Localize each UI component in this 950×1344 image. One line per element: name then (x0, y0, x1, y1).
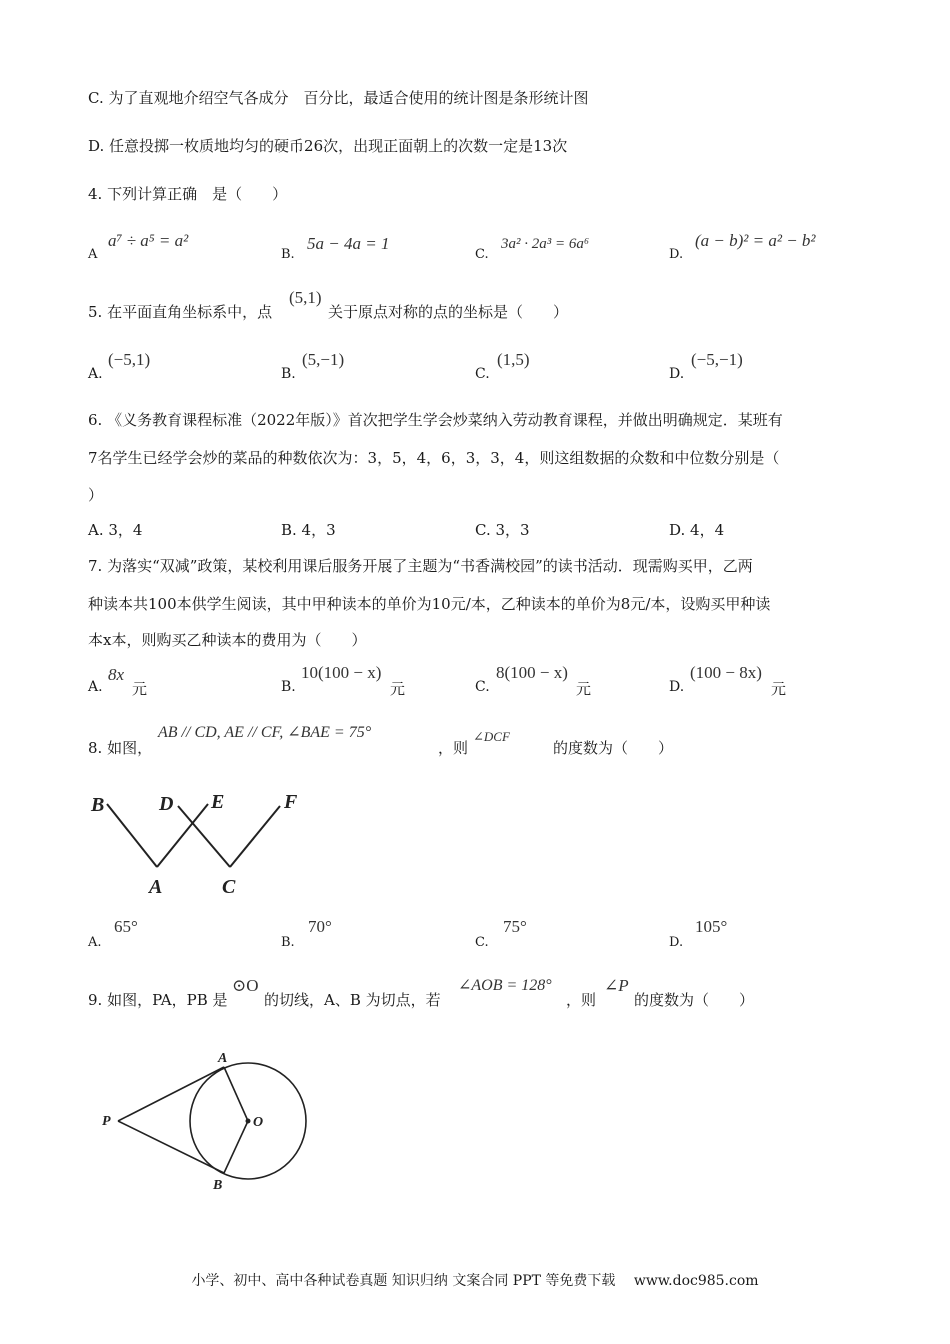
q7-option-b-unit: 元 (390, 680, 406, 698)
page-footer: 小学、初中、高中各种试卷真题 知识归纳 文案合同 PPT 等免费下载 www.doc985.com (191, 1273, 759, 1289)
q6-stem-line-2: 7名学生已经学会炒的菜品的种数依次为：3，5，4，6，3，3，4，则这组数据的众数和中位数分别是（ (88, 449, 780, 467)
q4-option-d-expr: (a − b)² = a² − b² (695, 231, 816, 250)
q9-stem-then: ，则 (566, 991, 597, 1009)
q8-option-c-label: C. (475, 935, 489, 950)
q5-point: (5,1) (289, 288, 322, 307)
q6-option-d: D. 4，4 (669, 521, 725, 539)
q7-option-d-unit: 元 (771, 680, 787, 698)
q8-figure (85, 790, 315, 900)
q8-angle: ∠DCF (473, 729, 510, 744)
q9-angle: ∠P (604, 976, 629, 995)
q8-stem-start: 8. 如图， (88, 739, 153, 757)
q5-option-c-label: C. (475, 366, 490, 382)
radius-oa (224, 1067, 248, 1121)
q3-option-d: D. 任意投掷一枚质地均匀的硬币26次，出现正面朝上的次数一定是13次 (88, 137, 568, 155)
segment-cf (230, 806, 280, 867)
q7-option-c-unit: 元 (576, 680, 592, 698)
q4-option-d-label: D. (669, 247, 684, 262)
q8-option-d-expr: 105° (695, 917, 728, 936)
q6-stem-line-1: 6. 《义务教育课程标准（2022年版）》首次把学生学会炒菜纳入劳动教育课程，并做出明确规定．某班有 (88, 411, 783, 429)
q4-option-a-expr: a⁷ ÷ a⁵ = a² (108, 231, 189, 250)
label-f: F (284, 791, 298, 813)
q9-circle-symbol: ⊙O (232, 976, 259, 995)
center-point (246, 1119, 251, 1124)
label-c: C (222, 876, 236, 898)
q7-option-a-label: A. (88, 679, 103, 695)
q5-option-c-expr: (1,5) (497, 350, 530, 369)
q8-option-a-label: A. (88, 935, 102, 950)
label-b: B (91, 794, 105, 816)
label-a: A (218, 1051, 228, 1066)
q6-option-a: A. 3，4 (88, 521, 143, 539)
q5-option-b-label: B. (281, 366, 296, 382)
tangent-pb (118, 1121, 224, 1173)
q7-option-d-expr: (100 − 8x) (690, 663, 762, 682)
label-o: O (253, 1115, 264, 1130)
q8-option-c-expr: 75° (503, 917, 527, 936)
radius-ob (224, 1121, 248, 1173)
q7-option-b-label: B. (281, 679, 296, 695)
q7-option-c-label: C. (475, 679, 490, 695)
q9-stem-start: 9. 如图，PA，PB 是 (88, 991, 228, 1009)
label-a: A (149, 876, 163, 898)
q9-condition: ∠AOB = 128° (458, 977, 552, 994)
q5-option-b-expr: (5,−1) (302, 350, 345, 369)
q8-condition: AB // CD, AE // CF, ∠BAE = 75° (158, 724, 372, 741)
q9-figure (98, 1045, 338, 1195)
q7-stem-line-1: 7. 为落实“双减”政策，某校利用课后服务开展了主题为“书香满校园”的读书活动．现需购买甲，乙两 (88, 557, 753, 575)
q9-stem-end: 的度数为（ ） (634, 991, 755, 1009)
label-p: P (102, 1114, 111, 1129)
q4-option-a-label: A (88, 247, 98, 262)
q3-option-c: C. 为了直观地介绍空气各成分 百分比，最适合使用的统计图是条形统计图 (88, 89, 589, 107)
q7-option-d-label: D. (669, 679, 685, 695)
q4-option-b-label: B. (281, 247, 295, 262)
segment-dc (178, 806, 230, 867)
q5-stem-start: 5. 在平面直角坐标系中，点 (88, 303, 273, 321)
q6-stem-line-3: ） (88, 486, 104, 504)
q8-option-d-label: D. (669, 935, 684, 950)
tangent-pa (118, 1067, 224, 1121)
q6-option-b: B. 4，3 (281, 521, 336, 539)
q8-option-b-expr: 70° (308, 917, 332, 936)
q5-option-d-expr: (−5,−1) (691, 350, 743, 369)
q8-stem-end: 的度数为（ ） (553, 739, 674, 757)
q8-option-a-expr: 65° (114, 917, 138, 936)
q5-option-a-label: A. (88, 366, 103, 382)
q7-option-b-expr: 10(100 − x) (301, 663, 382, 682)
q6-option-c: C. 3，3 (475, 521, 530, 539)
q5-stem-end: 关于原点对称的点的坐标是（ ） (328, 303, 569, 321)
q7-option-c-expr: 8(100 − x) (496, 663, 568, 682)
q4-option-c-label: C. (475, 247, 489, 262)
q5-option-d-label: D. (669, 366, 685, 382)
q5-option-a-expr: (−5,1) (108, 350, 151, 369)
segment-ba (107, 804, 157, 867)
q7-stem-line-2: 种读本共100本供学生阅读，其中甲种读本的单价为10元/本，乙种读本的单价为8元/本，设购买甲种读 (88, 595, 771, 613)
label-d: D (159, 793, 174, 815)
q7-stem-line-3: 本x本，则购买乙种读本的费用为（ ） (88, 631, 367, 649)
q4-option-b-expr: 5a − 4a = 1 (307, 234, 390, 253)
q4-option-c-expr: 3a² · 2a³ = 6a⁶ (501, 236, 590, 252)
q7-option-a-unit: 元 (132, 680, 148, 698)
q7-option-a-expr: 8x (108, 665, 125, 684)
q8-stem-mid: ，则 (438, 739, 469, 757)
q8-option-b-label: B. (281, 935, 295, 950)
label-e: E (211, 791, 225, 813)
label-b: B (213, 1178, 223, 1193)
q4-stem: 4. 下列计算正确 是（ ） (88, 185, 288, 203)
q9-stem-mid: 的切线，A、B 为切点，若 (264, 991, 441, 1009)
